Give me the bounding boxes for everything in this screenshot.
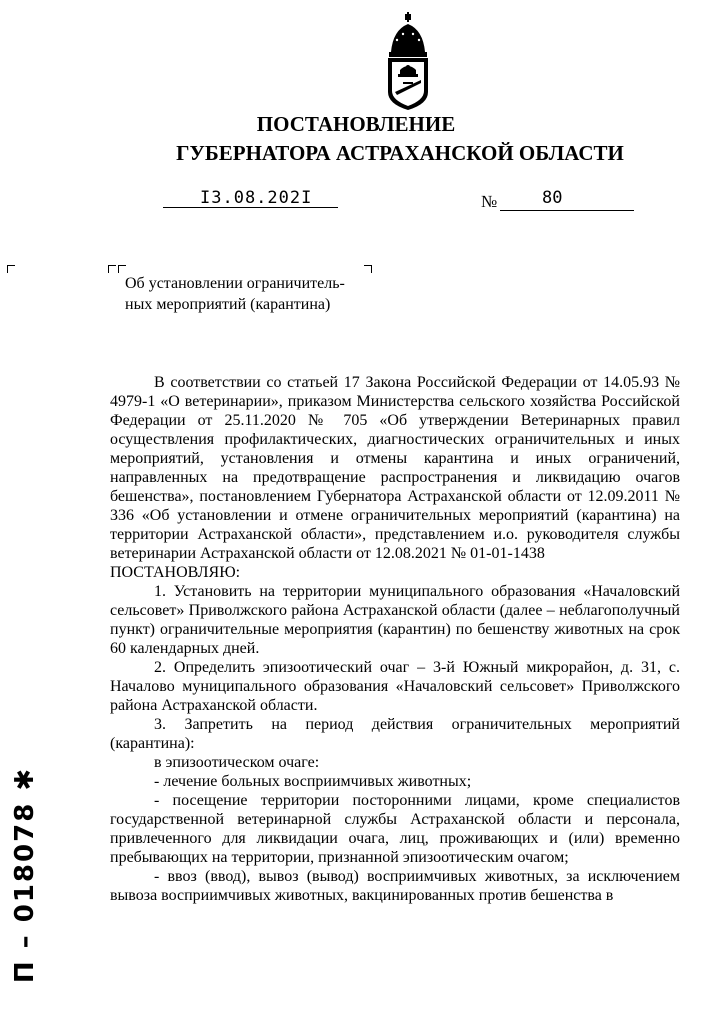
item-2-paragraph: 2. Определить эпизоотический очаг – 3-й Южный микрорайон, д. 31, с. Началово муниципального образования «Началовский сельсовет» Приволжского района Астраханской области. xyxy=(110,659,680,714)
corner-mark-subject-left-outer xyxy=(108,265,116,273)
subject-line-2: ных мероприятий (карантина) xyxy=(125,296,331,313)
document-number: 80 xyxy=(542,188,563,208)
coat-of-arms-emblem xyxy=(383,12,433,112)
preamble-paragraph: В соответствии со статьей 17 Закона Российской Федерации от 14.05.93 № 4979-1 «О ветеринарии», приказом Министерства сельского хозяйства Российской Федерации от 25.11.2020 № 705 «Об утверждении Ветеринарных правил осуществления профилактических, диагностических ограничительных и иных мероприятий, установления и отмены карантина и иных ограничений, направленных на предотвращение распространения и ликвидацию очагов бешенства», постановлением Губернатора Астраханской области от 12.09.2011 № 336 «Об установлении и отмене ограничительных мероприятий (карантина) на территории Астраханской области», представлением и.о. руководителя службы ветеринарии Астраханской области от 12.08.2021 № 01-01-1438 xyxy=(110,374,680,562)
bullet-item: - ввоз (ввод), вывоз (вывод) восприимчивых животных, за исключением вывоза восприимчивых животных, вакцинированных против бешенства в xyxy=(110,868,680,904)
serial-number: П – 018078 ✱ xyxy=(10,766,40,984)
document-subject xyxy=(125,273,375,315)
document-date: I3.08.202I xyxy=(200,188,313,208)
document-body xyxy=(110,373,680,905)
corner-mark-subject-right xyxy=(364,265,372,273)
document-issuer: ГУБЕРНАТОРА АСТРАХАНСКОЙ ОБЛАСТИ xyxy=(176,141,624,165)
item-3-paragraph: 3. Запретить на период действия ограничительных мероприятий (карантина): xyxy=(110,716,680,752)
item-3-subheading: в эпизоотическом очаге: xyxy=(154,754,320,771)
decree-heading: ПОСТАНОВЛЯЮ: xyxy=(110,564,241,581)
bullet-item: - посещение территории посторонними лицами, кроме специалистов государственной ветеринарной службы Астраханской области и персонала, привлеченного для ликвидации очага, лиц, проживающих и (или) временно пребывающих на территории, признанной эпизоотическим очагом; xyxy=(110,792,680,866)
number-underline xyxy=(500,210,634,211)
corner-mark-subject-left-inner xyxy=(118,265,126,273)
date-underline xyxy=(163,207,338,208)
corner-mark-left xyxy=(7,265,15,273)
subject-line-1: Об установлении ограничитель- xyxy=(125,275,345,292)
item-1-paragraph: 1. Установить на территории муниципального образования «Началовский сельсовет» Приволжского района Астраханской области (далее – неблагополучный пункт) ограничительные мероприятия (карантин) по бешенству животных на срок 60 календарных дней. xyxy=(110,583,680,657)
number-sign: № xyxy=(481,192,498,211)
bullet-item: - лечение больных восприимчивых животных; xyxy=(154,773,472,790)
side-serial-stamp xyxy=(0,766,50,984)
document-title: ПОСТАНОВЛЕНИЕ xyxy=(256,112,456,136)
